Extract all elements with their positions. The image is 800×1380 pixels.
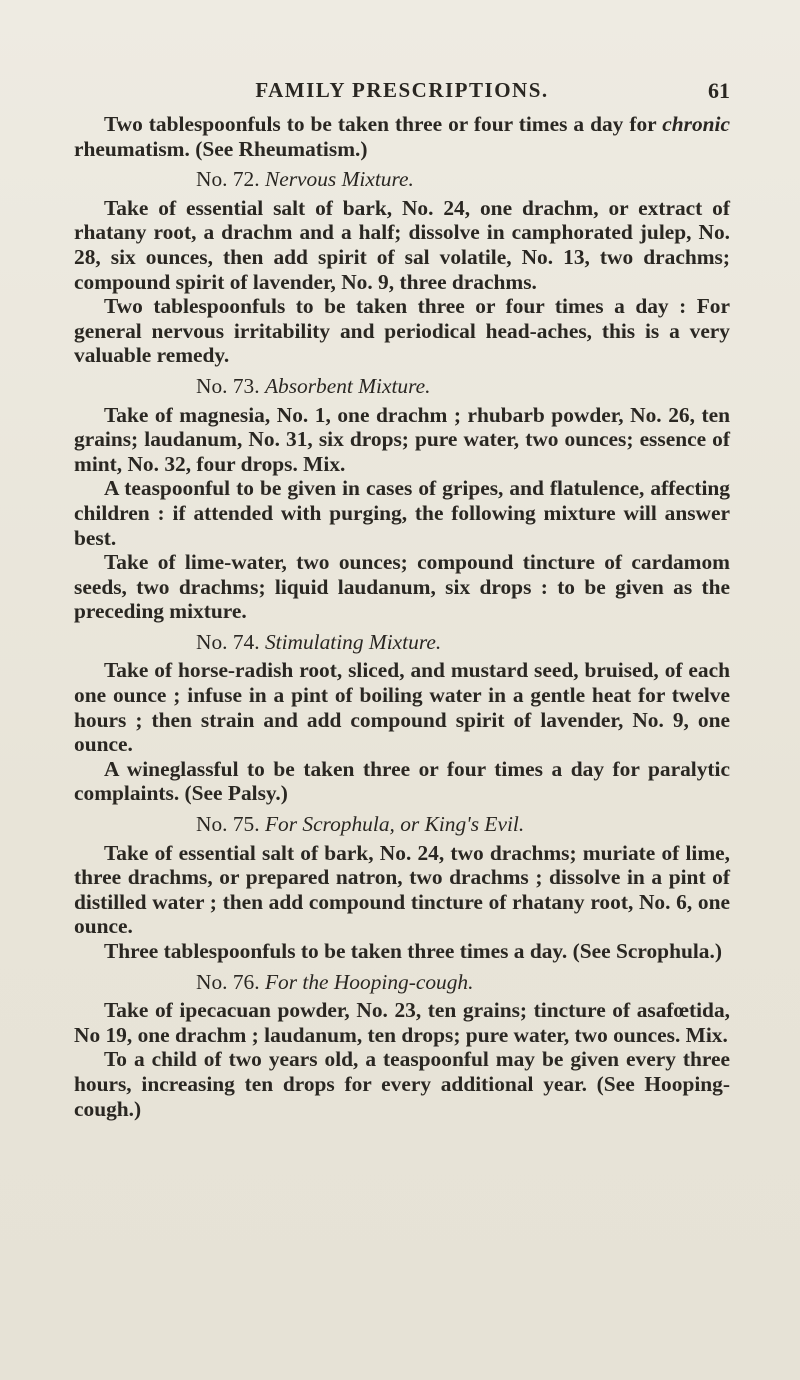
intro-text-after: rheumatism. (See Rheumatism.): [74, 136, 368, 161]
section-heading-75: [74, 812, 730, 837]
section-paragraph: Three tablespoonfuls to be taken three times a day. (See Scrophula.): [104, 939, 722, 963]
section-paragraph: Two tablespoonfuls to be taken three or four times a day : For general nervous irritability and periodical head-aches, this is a very valuable remedy.: [74, 294, 730, 368]
section-number: No. 76.: [196, 969, 260, 994]
intro-paragraph: [74, 112, 730, 161]
section-paragraph: Take of essential salt of bark, No. 24, two drachms; muriate of lime, three drachms, or prepared natron, two drachms ; dissolve in a pint of distilled water ; then add compound tincture of rhatany root, No. 6, one ounce.: [74, 840, 730, 939]
section-paragraph: Take of essential salt of bark, No. 24, one drachm, or extract of rhatany root, a drachm and a half; dissolve in camphorated julep, No. 28, six ounces, then add spirit of sal volatile, No. 13, two drachms; compound spirit of lavender, No. 9, three drachms.: [74, 195, 730, 294]
page-number: 61: [708, 78, 730, 103]
section-title: For the Hooping-cough.: [264, 969, 474, 994]
section-title: For Scrophula, or King's Evil.: [264, 812, 525, 837]
section-heading-73: [74, 374, 730, 399]
section-heading-74: [74, 630, 730, 655]
intro-emphasis: chronic: [662, 112, 730, 136]
intro-text-before: Two tablespoonfuls to be taken three or four times a day for: [104, 112, 663, 136]
section-number: No. 73.: [196, 373, 260, 398]
section-paragraph: A wineglassful to be taken three or four times a day for paralytic complaints. (See Palsy.): [74, 756, 730, 806]
section-paragraph: A teaspoonful to be given in cases of gripes, and flatulence, affecting children : if attended with purging, the following mixture will answer best.: [74, 476, 730, 550]
section-title: Nervous Mixture.: [264, 167, 414, 192]
section-paragraph: Take of ipecacuan powder, No. 23, ten grains; tincture of asafœtida, No 19, one drachm ; laudanum, ten drops; pure water, two ounces. Mix.: [74, 998, 730, 1047]
section-title: Absorbent Mixture.: [264, 373, 431, 398]
section-heading-76: [74, 970, 730, 995]
section-paragraph: To a child of two years old, a teaspoonful may be given every three hours, increasing ten drops for every additional year. (See Hooping-cough.): [74, 1047, 730, 1121]
section-number: No. 75.: [196, 812, 260, 837]
section-heading-72: [74, 167, 730, 192]
section-number: No. 74.: [196, 629, 260, 654]
section-paragraph: Take of horse-radish root, sliced, and mustard seed, bruised, of each one ounce ; infuse in a pint of boiling water in a gentle heat for twelve hours ; then strain and add compound spirit of lavender, No. 9, one ounce.: [74, 658, 730, 757]
section-number: No. 72.: [196, 167, 260, 192]
page-title: FAMILY PRESCRIPTIONS.: [255, 78, 549, 102]
section-paragraph: Take of lime-water, two ounces; compound tincture of cardamom seeds, two drachms; liquid laudanum, six drops : to be given as the preceding mixture.: [74, 550, 730, 624]
running-head: [74, 78, 730, 106]
section-paragraph: Take of magnesia, No. 1, one drachm ; rhubarb powder, No. 26, ten grains; laudanum, No. 31, six drops; pure water, two ounces; essence of mint, No. 32, four drops. Mix.: [74, 402, 730, 476]
section-title: Stimulating Mixture.: [264, 629, 442, 654]
